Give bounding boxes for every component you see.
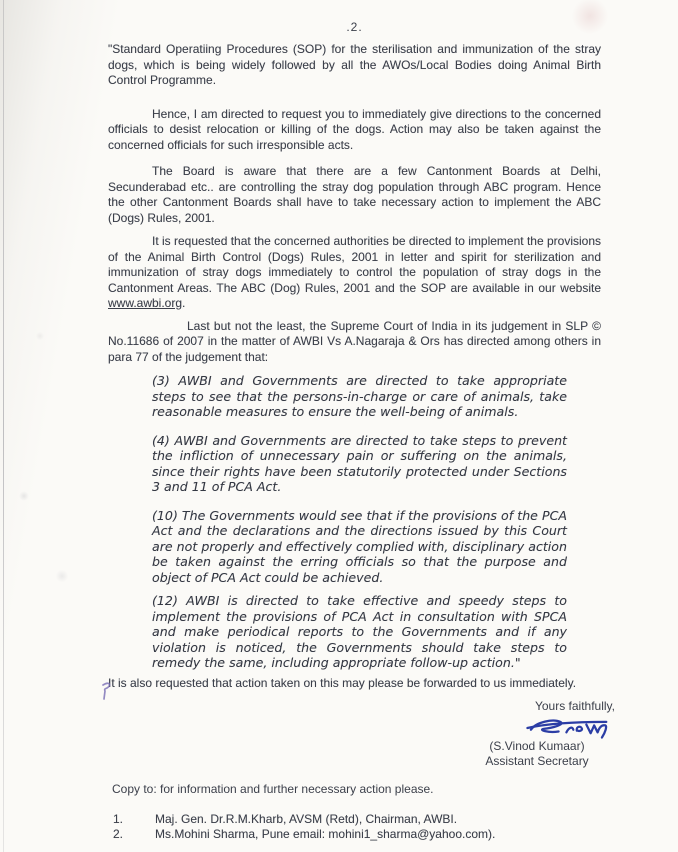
copy-to-item [108,827,601,843]
quote-para-10: (10) The Governments would see that if the provisions of the PCA Act and the declarations and the directions issued by this Court are not properly and effectively complied with, disciplinary action be taken against the erring officials so that the purpose and object of PCA Act could be achieved. [152,507,567,585]
quote-para-4: (4) AWBI and Governments are directed to take steps to prevent the infliction of unnecessary pain or suffering on the animals, since their rights have been statutorily protected under Sections 3 and 11 of PCA Act. [152,432,567,494]
signature-scribble [521,715,617,741]
paragraph-sop: "Standard Operatiing Procedures (SOP) for the sterilisation and immunization of the stray dogs, which is being widely followed by all the AWOs/Local Bodies doing Animal Birth Control Programme. [108,42,601,87]
pen-mark-squiggle [100,680,116,704]
website-link: www.awbi.org [108,296,183,310]
valediction: Yours faithfully, [534,699,615,713]
paragraph-abc-rules-text: It is requested that the concerned authorities be directed to implement the provisions of the Animal Birth Control (Dogs) Rules, 2001 in letter and spirit for sterilization and immunization of stray dogs immediately to control the population of stray dogs in the Cantonment Areas. The ABC (Dog) Rules, 2001 and the SOP are available in our website [108,234,601,295]
paragraph-abc-rules-period: . [182,296,186,310]
copy-to-item [108,812,601,828]
quote-para-12: (12) AWBI is directed to take effective and speedy steps to implement the provisions of PCA Act in consultation with SPCA and make periodical reports to the Governments and if any violation is noticed, the Governments should take steps to remedy the same, including appropriate follow-up action." [152,593,567,670]
copy-item-number: 1. [113,811,124,826]
copy-item-text: Ms.Mohini Sharma, Pune email: mohini1_sharma@yahoo.com). [155,827,496,841]
signatory-title: Assistant Secretary [485,754,589,768]
paragraph-closing-request: It is also requested that action taken on this may please be forwarded to us immediately. [108,675,577,690]
page-number: .2. [346,20,363,34]
signatory-name: (S.Vinod Kumaar) [489,739,585,753]
paragraph-abc-rules-implementation [108,234,601,312]
paragraph-supreme-court: Last but not the least, the Supreme Court of India in its judgement in SLP © No.11686 of 2007 in the matter of AWBI Vs A.Nagaraja & Ors has directed among others in para 77 of the judgement that: [108,318,601,364]
quote-para-3: (3) AWBI and Governments are directed to take appropriate steps to see that the persons-in-charge or care of animals, take reasonable measures to ensure the well-being of animals. [152,373,567,419]
copy-to-heading: Copy to: for information and further necessary action please. [112,782,434,796]
paragraph-directions-request: Hence, I am directed to request you to immediately give directions to the concerned officials to desist relocation or killing of the dogs. Action may also be taken against the concerned officials for such irresponsible acts. [108,106,601,152]
copy-item-text: Maj. Gen. Dr.R.M.Kharb, AVSM (Retd), Chairman, AWBI. [155,811,458,826]
paragraph-cantonment-boards: The Board is aware that there are a few Cantonment Boards at Delhi, Secunderabad etc.. are controlling the stray dog population through ABC program. Hence the other Cantonment Boards shall have to take necessary action to implement the ABC (Dogs) Rules, 2001. [108,164,601,225]
signature-block [457,699,617,769]
copy-item-number: 2. [113,827,124,841]
